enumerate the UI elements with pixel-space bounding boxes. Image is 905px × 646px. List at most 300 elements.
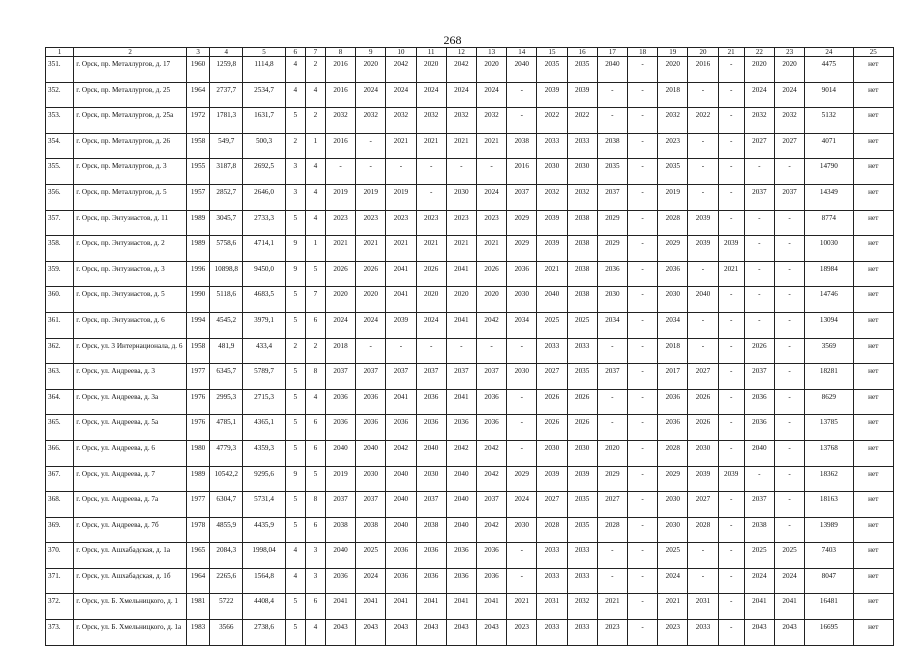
table-cell: 3	[305, 543, 325, 569]
table-cell: 2027	[537, 364, 567, 390]
table-cell: 2041	[356, 594, 386, 620]
table-cell: 2040	[537, 287, 567, 313]
table-cell: 2035	[597, 159, 627, 185]
table-cell: 2025	[356, 543, 386, 569]
column-number: 1	[46, 48, 74, 57]
table-cell: нет	[853, 210, 894, 236]
table-cell: 2032	[567, 594, 597, 620]
column-number: 7	[305, 48, 325, 57]
table-cell: 1977	[186, 492, 209, 518]
table-cell: 2036	[446, 568, 476, 594]
table-cell: 3	[285, 159, 305, 185]
table-cell: 2035	[537, 57, 567, 83]
table-cell: 4	[305, 210, 325, 236]
column-number: 12	[446, 48, 476, 57]
table-cell: 4475	[805, 57, 853, 83]
table-cell: 2021	[446, 133, 476, 159]
table-cell: 5	[285, 364, 305, 390]
table-cell: -	[597, 568, 627, 594]
table-cell: 2038	[416, 517, 446, 543]
table-cell: 2084,3	[210, 543, 243, 569]
table-cell: 2030	[356, 466, 386, 492]
address-cell: г. Орск, пр. Металлургов, д. 5	[74, 184, 187, 210]
table-cell: 2030	[446, 184, 476, 210]
table-cell: -	[688, 568, 718, 594]
row-number-cell: 362.	[46, 338, 74, 364]
table-cell: 14349	[805, 184, 853, 210]
column-number: 5	[243, 48, 285, 57]
table-cell: 2737,7	[210, 82, 243, 108]
table-cell: 3569	[805, 338, 853, 364]
table-cell: 1631,7	[243, 108, 285, 134]
row-number-cell: 370.	[46, 543, 74, 569]
table-cell: 2036	[356, 415, 386, 441]
table-cell: 2042	[476, 517, 506, 543]
table-cell: 5132	[805, 108, 853, 134]
table-cell: 2037	[744, 492, 774, 518]
table-cell: 6345,7	[210, 364, 243, 390]
column-number: 6	[285, 48, 305, 57]
table-cell: 2037	[325, 492, 355, 518]
table-cell: -	[627, 287, 657, 313]
table-cell: 2043	[744, 620, 774, 646]
table-row	[46, 594, 894, 620]
row-number-cell: 365.	[46, 415, 74, 441]
table-cell: -	[774, 338, 804, 364]
table-cell: -	[744, 159, 774, 185]
table-cell: 2041	[325, 594, 355, 620]
table-row	[46, 389, 894, 415]
table-cell: 2026	[416, 261, 446, 287]
table-cell: 2043	[386, 620, 416, 646]
column-number: 22	[744, 48, 774, 57]
table-cell: -	[597, 543, 627, 569]
row-number-cell: 358.	[46, 236, 74, 262]
table-cell: 2018	[325, 338, 355, 364]
table-cell: 9450,0	[243, 261, 285, 287]
table-cell: 2016	[688, 57, 718, 83]
table-row	[46, 543, 894, 569]
table-cell: 5	[305, 261, 325, 287]
table-cell: -	[416, 338, 446, 364]
table-cell: нет	[853, 364, 894, 390]
table-cell: 2039	[718, 236, 744, 262]
table-cell: 2041	[386, 389, 416, 415]
table-cell: 2039	[718, 466, 744, 492]
table-cell: -	[718, 620, 744, 646]
table-cell: -	[718, 594, 744, 620]
table-cell: 2035	[567, 492, 597, 518]
table-cell: 2034	[658, 312, 688, 338]
table-cell: 4855,9	[210, 517, 243, 543]
table-cell: 2029	[507, 466, 537, 492]
table-cell: 1977	[186, 364, 209, 390]
table-cell: 1957	[186, 184, 209, 210]
column-number-row	[46, 48, 894, 57]
table-cell: 2037	[416, 492, 446, 518]
address-cell: г. Орск, пр. Металлургов, д. 25	[74, 82, 187, 108]
table-cell: 4365,1	[243, 415, 285, 441]
table-cell: 5789,7	[243, 364, 285, 390]
table-cell: 2026	[356, 261, 386, 287]
table-cell: 8774	[805, 210, 853, 236]
table-cell: 2037	[597, 184, 627, 210]
table-cell: 2039	[688, 236, 718, 262]
table-cell: 2032	[567, 184, 597, 210]
register-table	[45, 47, 894, 646]
table-cell: 2041	[446, 389, 476, 415]
table-cell: -	[688, 159, 718, 185]
table-cell: 1976	[186, 415, 209, 441]
table-cell: 2023	[446, 210, 476, 236]
table-cell: 2042	[476, 466, 506, 492]
table-cell: 2037	[416, 364, 446, 390]
page-number: 268	[443, 33, 462, 47]
table-cell: 2692,5	[243, 159, 285, 185]
table-cell: 2038	[567, 210, 597, 236]
table-row	[46, 184, 894, 210]
table-cell: 2022	[688, 108, 718, 134]
table-cell: 1259,8	[210, 57, 243, 83]
table-cell: 6304,7	[210, 492, 243, 518]
table-cell: 2031	[688, 594, 718, 620]
table-cell: 4435,9	[243, 517, 285, 543]
address-cell: г. Орск, пр. Металлургов, д. 17	[74, 57, 187, 83]
table-cell: -	[356, 133, 386, 159]
table-cell: 2030	[567, 440, 597, 466]
table-cell: 2030	[688, 440, 718, 466]
table-cell: 2733,3	[243, 210, 285, 236]
table-cell: 18362	[805, 466, 853, 492]
table-cell: 4359,3	[243, 440, 285, 466]
table-cell: 2024	[446, 82, 476, 108]
address-cell: г. Орск, ул. Андреева, д. 7б	[74, 517, 187, 543]
table-cell: 5	[285, 389, 305, 415]
table-cell: -	[718, 364, 744, 390]
table-cell: -	[744, 261, 774, 287]
table-cell: 1978	[186, 517, 209, 543]
table-cell: 3	[305, 568, 325, 594]
table-cell: 2020	[597, 440, 627, 466]
address-cell: г. Орск, пр. Металлургов, д. 26	[74, 133, 187, 159]
table-cell: 1960	[186, 57, 209, 83]
table-cell: 6	[305, 440, 325, 466]
table-cell: 2024	[774, 568, 804, 594]
table-cell: нет	[853, 82, 894, 108]
table-cell: 2032	[325, 108, 355, 134]
table-cell: 5	[285, 210, 305, 236]
table-cell: 2036	[325, 568, 355, 594]
table-cell: 5	[285, 492, 305, 518]
table-cell: 16481	[805, 594, 853, 620]
table-cell: 2021	[356, 236, 386, 262]
table-row	[46, 312, 894, 338]
table-cell: 2037	[476, 492, 506, 518]
table-cell: 1964	[186, 82, 209, 108]
table-cell: 16695	[805, 620, 853, 646]
table-cell: нет	[853, 57, 894, 83]
table-cell: 1958	[186, 133, 209, 159]
table-cell: 2027	[597, 492, 627, 518]
table-cell: 2016	[325, 57, 355, 83]
table-cell: 4545,2	[210, 312, 243, 338]
column-number: 2	[74, 48, 187, 57]
table-cell: 2036	[658, 415, 688, 441]
table-cell: -	[688, 338, 718, 364]
table-cell: 2026	[476, 261, 506, 287]
table-cell: 2033	[567, 568, 597, 594]
table-cell: 2036	[446, 543, 476, 569]
table-cell: -	[507, 543, 537, 569]
table-cell: 1989	[186, 466, 209, 492]
table-cell: 2026	[537, 415, 567, 441]
table-cell: 2029	[658, 236, 688, 262]
address-cell: г. Орск, ул. Андреева, д. 3а	[74, 389, 187, 415]
table-row	[46, 236, 894, 262]
table-cell: нет	[853, 415, 894, 441]
table-cell: 2040	[507, 57, 537, 83]
column-number: 9	[356, 48, 386, 57]
table-cell: -	[627, 389, 657, 415]
table-cell: 2038	[597, 133, 627, 159]
table-cell: 2023	[386, 210, 416, 236]
table-cell: нет	[853, 492, 894, 518]
table-cell: 2036	[476, 568, 506, 594]
table-cell: -	[627, 492, 657, 518]
table-cell: 3979,1	[243, 312, 285, 338]
table-cell: 2036	[386, 543, 416, 569]
table-cell: -	[718, 389, 744, 415]
table-cell: 2030	[658, 517, 688, 543]
table-cell: -	[597, 82, 627, 108]
table-cell: 3	[285, 184, 305, 210]
table-cell: 6	[305, 517, 325, 543]
table-cell: 2036	[476, 415, 506, 441]
table-cell: -	[627, 568, 657, 594]
row-number-cell: 357.	[46, 210, 74, 236]
table-cell: 2036	[658, 261, 688, 287]
table-cell: -	[718, 57, 744, 83]
table-cell: 2030	[507, 364, 537, 390]
address-cell: г. Орск, ул. Б. Хмельницкого, д. 1а	[74, 620, 187, 646]
table-row	[46, 568, 894, 594]
table-cell: 2020	[476, 57, 506, 83]
table-cell: 2019	[325, 184, 355, 210]
table-cell: 2030	[658, 287, 688, 313]
table-cell: 1958	[186, 338, 209, 364]
table-row	[46, 415, 894, 441]
table-row	[46, 108, 894, 134]
table-cell: 2025	[537, 312, 567, 338]
table-cell: -	[718, 312, 744, 338]
address-cell: г. Орск, пр. Энтузиастов, д. 11	[74, 210, 187, 236]
table-cell: 2027	[744, 133, 774, 159]
table-cell: 6	[305, 312, 325, 338]
table-cell: -	[774, 287, 804, 313]
table-cell: 2040	[744, 440, 774, 466]
table-cell: -	[507, 108, 537, 134]
table-cell: 9	[285, 236, 305, 262]
table-cell: 1972	[186, 108, 209, 134]
table-cell: -	[627, 133, 657, 159]
table-row	[46, 338, 894, 364]
table-cell: 5731,4	[243, 492, 285, 518]
table-cell: 2024	[356, 82, 386, 108]
table-cell: 2036	[416, 415, 446, 441]
table-cell: 10030	[805, 236, 853, 262]
table-cell: 5758,6	[210, 236, 243, 262]
table-cell: 18984	[805, 261, 853, 287]
table-cell: 4	[285, 57, 305, 83]
table-cell: 2033	[537, 133, 567, 159]
address-cell: г. Орск, ул. 3 Интернационала, д. 6	[74, 338, 187, 364]
table-cell: 3045,7	[210, 210, 243, 236]
table-cell: 4408,4	[243, 594, 285, 620]
table-cell: 2	[305, 57, 325, 83]
table-cell: -	[597, 338, 627, 364]
table-cell: 2021	[597, 594, 627, 620]
table-row	[46, 133, 894, 159]
table-cell: 2042	[476, 440, 506, 466]
table-cell: 2738,6	[243, 620, 285, 646]
table-cell: 1996	[186, 261, 209, 287]
table-cell: 2033	[688, 620, 718, 646]
address-cell: г. Орск, пр. Металлургов, д. 25а	[74, 108, 187, 134]
table-cell: нет	[853, 108, 894, 134]
table-cell: 2023	[476, 210, 506, 236]
table-cell: 2020	[356, 57, 386, 83]
table-cell: 1983	[186, 620, 209, 646]
table-cell: 2038	[356, 517, 386, 543]
table-cell: 2021	[325, 236, 355, 262]
table-cell: 1781,3	[210, 108, 243, 134]
table-cell: 2036	[446, 415, 476, 441]
row-number-cell: 361.	[46, 312, 74, 338]
table-cell: -	[627, 415, 657, 441]
table-cell: -	[718, 543, 744, 569]
table-cell: 2040	[597, 57, 627, 83]
table-cell: 2037	[386, 364, 416, 390]
table-cell: 2024	[325, 312, 355, 338]
table-cell: 1964	[186, 568, 209, 594]
table-cell: 2041	[446, 261, 476, 287]
table-cell: 2	[285, 133, 305, 159]
table-cell: -	[416, 159, 446, 185]
table-cell: 2041	[446, 312, 476, 338]
row-number-cell: 373.	[46, 620, 74, 646]
row-number-cell: 368.	[46, 492, 74, 518]
row-number-cell: 352.	[46, 82, 74, 108]
table-cell: 2995,3	[210, 389, 243, 415]
table-cell: 2040	[325, 543, 355, 569]
table-cell: 2042	[386, 440, 416, 466]
table-cell: 2040	[386, 492, 416, 518]
table-cell: 5	[285, 440, 305, 466]
table-row	[46, 466, 894, 492]
table-cell: нет	[853, 133, 894, 159]
table-cell: 9014	[805, 82, 853, 108]
table-cell: 2024	[416, 312, 446, 338]
table-cell: 2026	[567, 415, 597, 441]
table-cell: 2030	[537, 440, 567, 466]
table-cell: -	[688, 312, 718, 338]
table-cell: 2041	[386, 594, 416, 620]
table-cell: нет	[853, 338, 894, 364]
table-cell: 5	[285, 594, 305, 620]
table-cell: 2020	[744, 57, 774, 83]
table-cell: 2021	[658, 594, 688, 620]
table-cell: 9	[285, 466, 305, 492]
table-cell: 2039	[537, 466, 567, 492]
table-row	[46, 492, 894, 518]
table-cell: 2021	[386, 236, 416, 262]
table-cell: -	[356, 338, 386, 364]
table-cell: 18281	[805, 364, 853, 390]
table-cell: 4	[305, 82, 325, 108]
column-number: 19	[658, 48, 688, 57]
table-cell: 2038	[325, 517, 355, 543]
table-cell: 1114,8	[243, 57, 285, 83]
table-cell: 2024	[356, 568, 386, 594]
table-cell: 5	[285, 312, 305, 338]
table-cell: -	[627, 364, 657, 390]
table-cell: 2021	[476, 133, 506, 159]
table-cell: 2040	[386, 466, 416, 492]
table-cell: 2029	[507, 210, 537, 236]
table-cell: 2025	[658, 543, 688, 569]
table-cell: 2040	[416, 440, 446, 466]
table-cell: нет	[853, 594, 894, 620]
table-cell: 2028	[597, 517, 627, 543]
table-cell: 2030	[658, 492, 688, 518]
table-cell: -	[356, 159, 386, 185]
table-cell: 2021	[416, 236, 446, 262]
table-cell: -	[718, 568, 744, 594]
column-number: 20	[688, 48, 718, 57]
row-number-cell: 367.	[46, 466, 74, 492]
table-cell: 1998,04	[243, 543, 285, 569]
table-cell: 10542,2	[210, 466, 243, 492]
table-row	[46, 159, 894, 185]
table-cell: 2043	[416, 620, 446, 646]
table-row	[46, 517, 894, 543]
table-cell: -	[688, 82, 718, 108]
table-cell: -	[627, 620, 657, 646]
table-cell: 4	[305, 389, 325, 415]
table-cell: 2020	[416, 57, 446, 83]
table-cell: 2028	[658, 210, 688, 236]
table-cell: 1955	[186, 159, 209, 185]
table-cell: 2023	[507, 620, 537, 646]
table-cell: 2026	[688, 389, 718, 415]
table-cell: нет	[853, 312, 894, 338]
table-cell: 2021	[476, 236, 506, 262]
table-cell: 1	[305, 133, 325, 159]
table-cell: 2038	[744, 517, 774, 543]
column-number: 21	[718, 48, 744, 57]
table-cell: 2	[305, 338, 325, 364]
table-cell: 2037	[744, 364, 774, 390]
table-cell: 2027	[688, 364, 718, 390]
table-cell: нет	[853, 440, 894, 466]
table-cell: 2032	[476, 108, 506, 134]
table-cell: 5	[285, 108, 305, 134]
table-row	[46, 210, 894, 236]
table-row	[46, 287, 894, 313]
row-number-cell: 355.	[46, 159, 74, 185]
table-cell: 2021	[718, 261, 744, 287]
table-cell: 2036	[416, 568, 446, 594]
